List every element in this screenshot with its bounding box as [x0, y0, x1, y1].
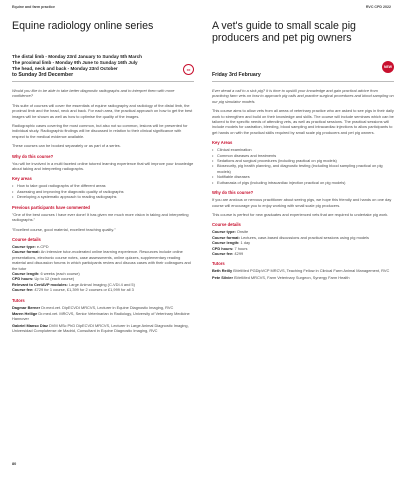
detail-value: An intensive tutor-moderated online learning experience. Resources include online presentations, electronic course notes, case assessments, online quizzes, supplementary reading material and discussion forums in which participants review and discuss cases with their colleagues and the tutor	[12, 249, 191, 271]
tutor-details: Dr.med.vet. MRCVS, Senior Veterinarian in Radiology, University of Veterinary Medicine Hannover	[12, 310, 190, 322]
tutor-entry	[212, 268, 394, 273]
detail-key: Course length:	[212, 240, 240, 246]
detail-key: Relevant to CertAVP modules:	[12, 281, 68, 287]
quote: "Excellent course, good material, excellent teaching quality."	[12, 226, 116, 232]
detail-value: £299	[233, 250, 244, 256]
divider	[12, 81, 194, 82]
course-dates	[212, 54, 394, 78]
section-label: Equine and farm practice	[12, 5, 55, 9]
detail-key: Course format:	[12, 249, 40, 255]
course-details	[212, 229, 394, 256]
page-number: 80	[12, 462, 17, 466]
intro-text: Would you like to be able to take better diagnostic radiographs and to interpret them with more confidence?	[12, 88, 175, 99]
paragraph: These courses can be booked separately or as part of a series.	[12, 143, 121, 149]
detail-key: Course length:	[12, 270, 40, 276]
course-dates	[12, 54, 194, 78]
course-radiology	[12, 20, 194, 335]
tutor-name: Dagmar Berner	[12, 304, 41, 310]
date-line: The proximal limb - Monday 9th June to Sunday 16th July	[12, 60, 138, 65]
tutor-entry	[12, 323, 194, 334]
paragraph: Radiographic cases covering the most common, but also not so common, lesions will be presented for individual study. Radiographic findings will be discussed in relation to their clinical significance with respect to the medical evidence available.	[12, 123, 188, 139]
tutor-name: Gabriel Manso Diaz	[12, 322, 48, 328]
list-item: • How to take good radiographs of the different areas	[12, 183, 194, 188]
date-line: The distal limb - Monday 23rd January to Sunday 5th March	[12, 54, 142, 59]
course-pig	[212, 20, 394, 281]
section-heading: Why do this course?	[12, 153, 54, 159]
detail-key: Course fee:	[212, 250, 234, 256]
tutor-name: Maren Hellige	[12, 310, 38, 316]
detail-key: Course type:	[12, 243, 36, 249]
list-item: • Euthanasia of pigs (including intracardiac injection practical on pig models)	[212, 180, 394, 185]
list-item: • Common diseases and treatments	[212, 153, 394, 158]
paragraph: If you are anxious or nervous practitioner about seeing pigs, we hope this friendly and hands on one day course will encourage you to enjoy working with small scale pig producers.	[212, 197, 392, 208]
detail-key: CPD hours:	[212, 245, 234, 251]
brochure-label: RVC CPD 2022	[365, 5, 391, 9]
section-heading: Course details	[12, 236, 41, 242]
divider	[212, 81, 394, 82]
online-icon: ▭	[183, 64, 194, 75]
detail-value: 1 day	[239, 240, 251, 246]
section-heading: Tutors	[12, 297, 25, 303]
tutor-details: DVM MSc PhD DipECVDI MRCVS, Lecturer in Large Animal Diagnostic Imaging, Universidad Complutense de Madrid, Consultant in Equine Diagnostic Imaging, RVC	[12, 322, 189, 334]
list-item: • Notifiable diseases	[212, 174, 394, 179]
paragraph: This course is perfect for new graduates and experienced vets that are required to undertake pig work.	[212, 211, 389, 217]
detail-key: Course fee:	[12, 287, 34, 293]
section-heading: Course details	[212, 222, 241, 228]
detail-value: e-CPD	[35, 243, 49, 249]
tutor-details: BVetMed PGDipVCP MRCVS, Teaching Fellow in Clinical Farm Animal Management, RVC	[232, 268, 390, 274]
page-header	[12, 5, 391, 9]
detail-row	[12, 287, 194, 292]
new-badge-icon: NEW	[382, 61, 394, 73]
detail-value: 7 hours	[233, 245, 248, 251]
tutor-name: Beth Reilly	[212, 268, 233, 274]
section-heading: Key areas	[12, 176, 32, 182]
list-item: • Assessing and improving the diagnostic quality of radiographs	[12, 189, 194, 194]
detail-value: Large Animal Imaging (C-VDI.4 and 5)	[67, 281, 135, 287]
detail-key: CPD hours:	[12, 276, 34, 282]
course-title: A vet's guide to small scale pig producers and pet pig owners	[212, 20, 356, 44]
intro-text: Ever dread a call to a sick pig? It is time to upskill your knowledge and gain practical advice from practicing farm vets on how to approach pig calls and practice surgical procedures and blood sampling on our pig simulator models.	[212, 88, 394, 104]
paragraph: This suite of courses will cover the essentials of equine radiography and radiology of the distal limb, the proximal limb and the head, neck and back. For each area, the practical approach on how to get the best images will be shown as well as how to optimise the quality of the images.	[12, 102, 193, 119]
paragraph: You will be involved in a multi faceted online tutored learning experience that will improve your knowledge about taking and interpreting radiographs.	[12, 160, 194, 172]
detail-row	[12, 249, 194, 271]
key-areas-list	[12, 183, 194, 199]
tutor-entry	[12, 305, 194, 310]
detail-value: Onsite	[235, 229, 249, 235]
course-details	[12, 244, 194, 293]
detail-value: £729 for 1 course, £1,399 for 2 courses or £1,999 for all 3	[33, 287, 134, 293]
section-heading: Tutors	[212, 261, 225, 267]
section-heading: Previous participants have commented	[12, 204, 90, 210]
detail-key: Course type:	[212, 229, 236, 235]
course-title: Equine radiology online series	[12, 20, 154, 32]
tutor-details: BVetMed MRCVS, Farm Veterinary Surgeon, Synergy Farm Health	[232, 274, 350, 280]
quote: "One of the best courses I have ever done! It has given me much more vision in taking and interpreting radiographs."	[12, 211, 189, 223]
tutor-entry	[212, 275, 394, 280]
key-areas-list	[212, 147, 394, 185]
list-item: • Sedations and surgical procedures (including practical on pig models)	[212, 158, 394, 163]
detail-key: Course format:	[212, 234, 240, 240]
paragraph: This course aims to allow vets from all areas of veterinary practice who are asked to see pigs in their daily work to strengthen and build on their knowledge and skills. The course will include seminars which can be tailored to the specific needs of attending vets, as well as practical sessions. The practical sessions will include models for castration, bleeding, blood sampling and intracardiac injections to allow participants to get hands on with the practical skills required by small scale pig producers and pet pig owners.	[212, 108, 394, 135]
date-line: to Sunday 3rd December	[12, 72, 74, 78]
list-item: • Biosecurity, pig health planning, and diagnostic testing (including blood sampling practical on pig models)	[212, 163, 394, 174]
detail-value: Up to 12 (each course)	[33, 276, 75, 282]
tutor-entry	[12, 311, 194, 322]
list-item: • Clinical examination	[212, 147, 394, 152]
detail-row	[212, 251, 394, 256]
section-heading: Key Areas	[212, 140, 233, 146]
section-heading: Why do this course?	[212, 190, 254, 196]
list-item: • Developing a systematic approach to reading radiographs	[12, 194, 194, 199]
date-line: Friday 3rd February	[212, 72, 261, 78]
tutor-details: Dr.med.vet. DipECVDI MRCVS, Lecturer in Equine Diagnostic Imaging, RVC	[40, 304, 174, 310]
detail-value: Lectures, case-based discussions and practical sessions using pig models	[239, 234, 369, 240]
date-line: The head, neck and back - Monday 23rd October	[12, 66, 118, 71]
detail-value: 6 weeks (each course)	[39, 270, 80, 276]
tutor-name: Pete Silvier	[212, 274, 233, 280]
